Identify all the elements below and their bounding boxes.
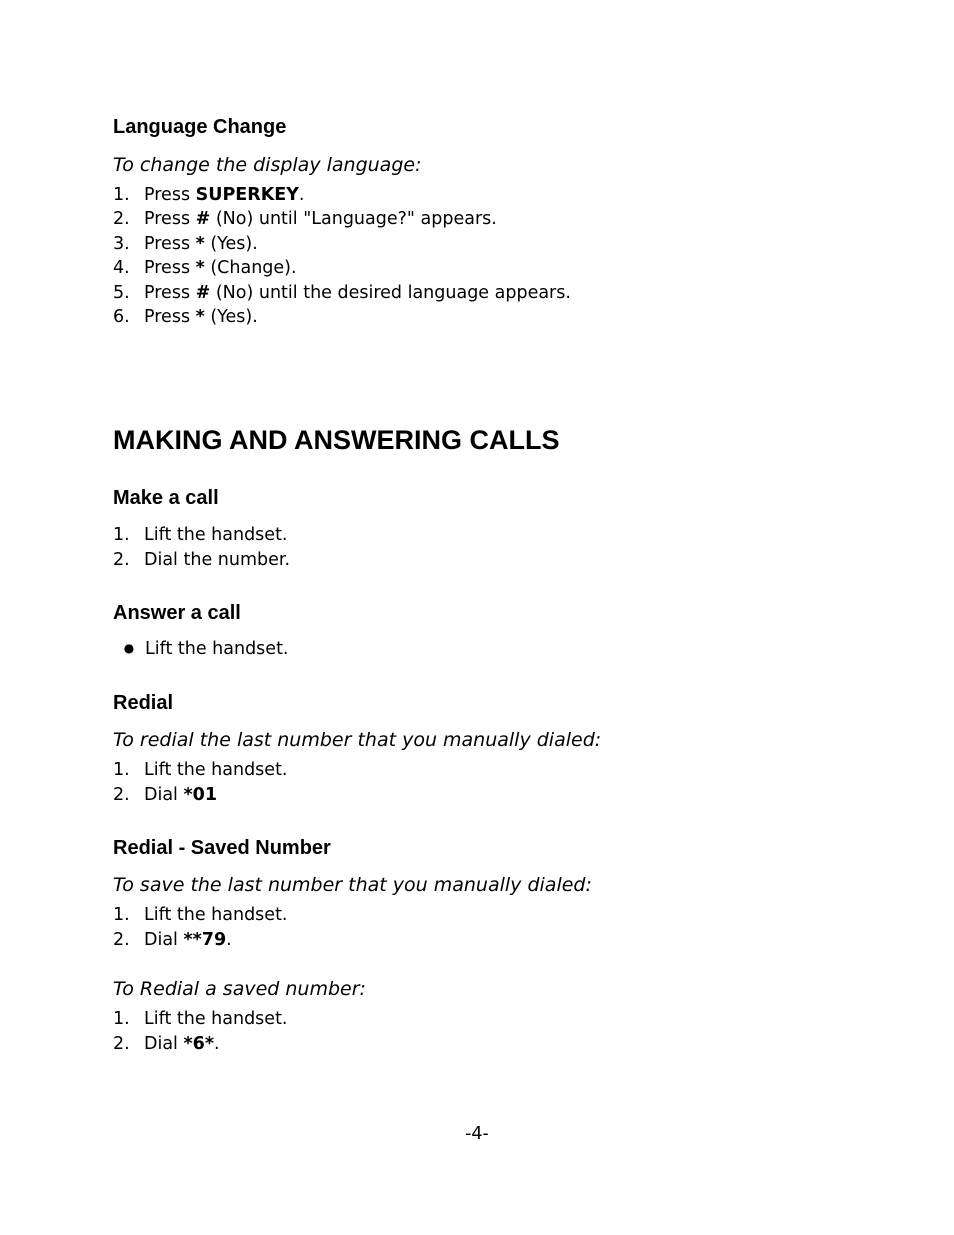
step-item: 2. Press # (No) until "Language?" appears. (113, 209, 497, 229)
make-call-heading: Make a call (113, 487, 219, 509)
language-change-intro: To change the display language: (113, 154, 422, 176)
section-title: MAKING AND ANSWERING CALLS (113, 425, 560, 455)
redial-intro: To redial the last number that you manually dialed: (113, 729, 602, 751)
step-item: 1. Press SUPERKEY. (113, 185, 305, 205)
step-item: 3. Press * (Yes). (113, 234, 258, 254)
step-item: 6. Press * (Yes). (113, 307, 258, 327)
step-item: 2. Dial *01 (113, 785, 218, 805)
step-item: 1. Lift the handset. (113, 525, 288, 545)
page-number: -4- (465, 1124, 489, 1144)
step-item: 1. Lift the handset. (113, 1009, 288, 1029)
answer-call-heading: Answer a call (113, 602, 241, 624)
step-item: 4. Press * (Change). (113, 258, 297, 278)
redial-saved-intro: To save the last number that you manually dialed: (113, 874, 592, 896)
step-item: 1. Lift the handset. (113, 905, 288, 925)
step-item: 2. Dial *6*. (113, 1034, 220, 1054)
step-item: 2. Dial **79. (113, 930, 232, 950)
step-item: 5. Press # (No) until the desired language appears. (113, 283, 571, 303)
bullet-item: ● Lift the handset. (113, 639, 289, 659)
step-item: 1. Lift the handset. (113, 760, 288, 780)
redial-saved-number-intro: To Redial a saved number: (113, 978, 366, 1000)
step-item: 2. Dial the number. (113, 550, 291, 570)
language-change-heading: Language Change (113, 116, 287, 138)
redial-saved-heading: Redial - Saved Number (113, 837, 331, 859)
redial-heading: Redial (113, 692, 174, 714)
bullet-icon: ● (123, 641, 135, 655)
